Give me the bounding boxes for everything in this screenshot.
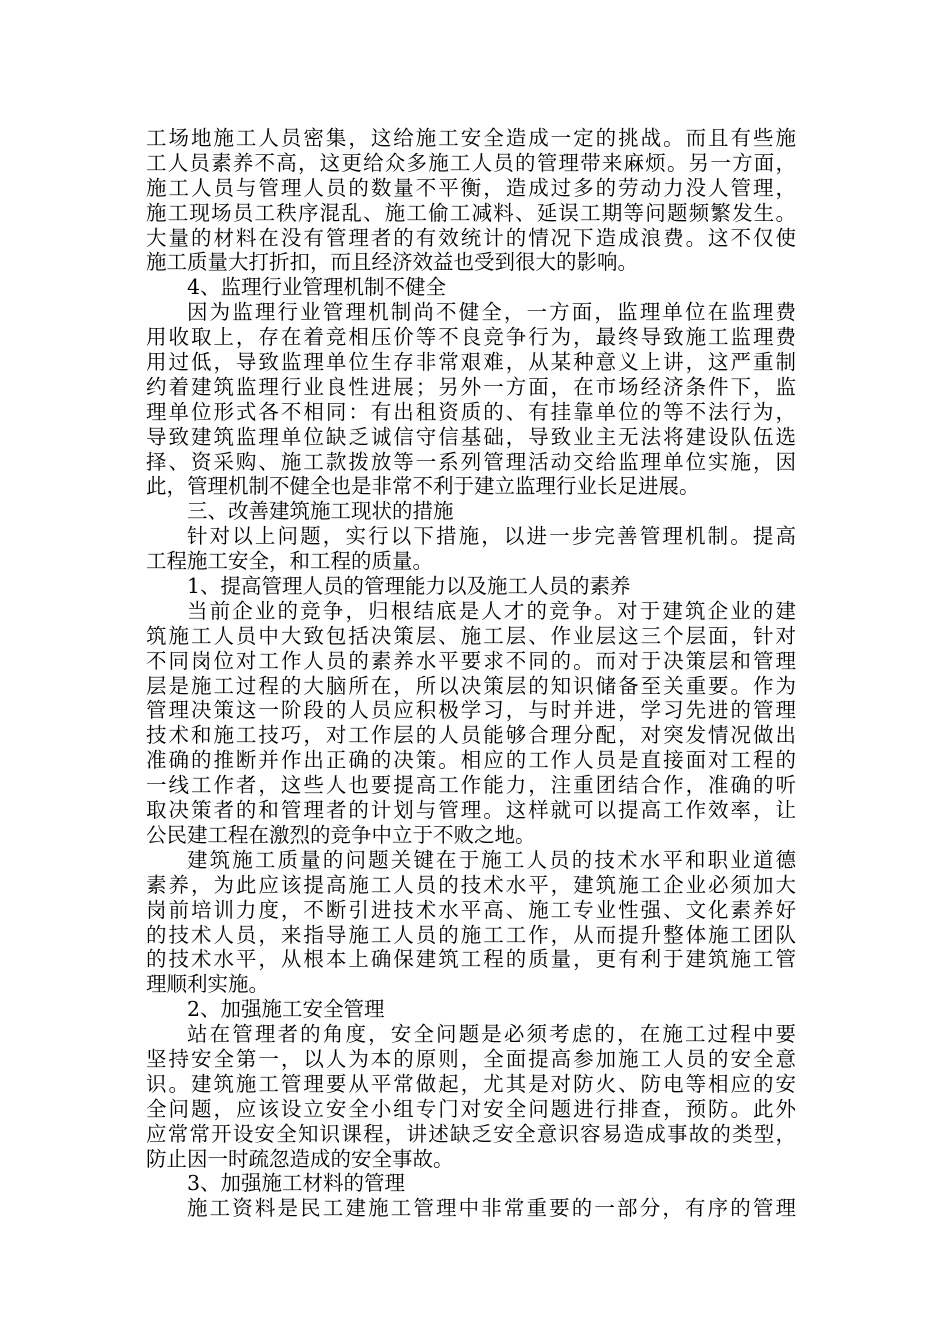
paragraph-line: 工人员素养不高，这更给众多施工人员的管理带来麻烦。另一方面， (146, 150, 796, 175)
paragraph-line: 用过低，导致监理单位生存非常艰难，从某种意义上讲，这严重制 (146, 350, 796, 375)
paragraph-last-line: 理顺利实施。 (146, 972, 269, 997)
paragraph-last-line: 公民建工程在激烈的竞争中立于不败之地。 (146, 822, 536, 847)
paragraph-first-line: 建筑施工质量的问题关键在于施工人员的技术水平和职业道德 (187, 847, 796, 872)
paragraph-last-line: 此，管理机制不健全也是非常不利于建立监理行业长足进展。 (146, 474, 700, 499)
paragraph-line: 大量的材料在没有管理者的有效统计的情况下造成浪费。这不仅使 (146, 225, 796, 250)
paragraph-first-line: 站在管理者的角度，安全问题是必须考虑的，在施工过程中要 (187, 1022, 796, 1047)
paragraph-line: 岗前培训力度，不断引进技术水平高、施工专业性强、文化素养好 (146, 897, 796, 922)
document-page (146, 126, 796, 1221)
paragraph-last-line: 防止因一时疏忽造成的安全事故。 (146, 1146, 454, 1171)
paragraph-line: 不同岗位对工作人员的素养水平要求不同的。而对于决策层和管理 (146, 648, 796, 673)
paragraph-line: 用收取上，存在着竞相压价等不良竞争行为，最终导致施工监理费 (146, 325, 796, 350)
section-heading: 2、加强施工安全管理 (187, 997, 385, 1022)
section-heading: 4、监理行业管理机制不健全 (187, 275, 447, 300)
paragraph-line: 工场地施工人员密集，这给施工安全造成一定的挑战。而且有些施 (146, 126, 796, 150)
paragraph-line: 技术和施工技巧，对工作层的人员能够合理分配，对突发情况做出 (146, 723, 796, 748)
paragraph-line: 应常常开设安全知识课程，讲述缺乏安全意识容易造成事故的类型， (146, 1121, 796, 1146)
paragraph-first-line: 当前企业的竞争，归根结底是人才的竞争。对于建筑企业的建 (187, 598, 796, 623)
paragraph-line: 的技术人员，来指导施工人员的施工工作，从而提升整体施工团队 (146, 922, 796, 947)
paragraph-line: 一线工作者，这些人也要提高工作能力，注重团结合作，准确的听 (146, 773, 796, 798)
section-heading: 1、提高管理人员的管理能力以及施工人员的素养 (187, 574, 631, 599)
paragraph-line: 的技术水平，从根本上确保建筑工程的质量，更有利于建筑施工管 (146, 947, 796, 972)
paragraph-line: 施工人员与管理人员的数量不平衡，造成过多的劳动力没人管理， (146, 175, 796, 200)
paragraph-line: 择、资采购、施工款拨放等一系列管理活动交给监理单位实施，因 (146, 449, 796, 474)
section-heading: 三、改善建筑施工现状的措施 (187, 499, 454, 524)
paragraph-line: 取决策者的和管理者的计划与管理。这样就可以提高工作效率，让 (146, 798, 796, 823)
paragraph-first-line: 施工资料是民工建施工管理中非常重要的一部分，有序的管理 (187, 1196, 796, 1221)
paragraph-line: 理单位形式各不相同：有出租资质的、有挂靠单位的等不法行为， (146, 399, 796, 424)
paragraph-line: 施工现场员工秩序混乱、施工偷工减料、延误工期等问题频繁发生。 (146, 200, 796, 225)
paragraph-first-line: 针对以上问题，实行以下措施，以进一步完善管理机制。提高 (187, 524, 796, 549)
paragraph-line: 导致建筑监理单位缺乏诚信守信基础，导致业主无法将建设队伍选 (146, 424, 796, 449)
paragraph-first-line: 因为监理行业管理机制尚不健全，一方面，监理单位在监理费 (187, 300, 796, 325)
section-heading: 3、加强施工材料的管理 (187, 1171, 406, 1196)
paragraph-line: 素养，为此应该提高施工人员的技术水平，建筑施工企业必须加大 (146, 872, 796, 897)
paragraph-last-line: 施工质量大打折扣，而且经济效益也受到很大的影响。 (146, 250, 638, 275)
paragraph-last-line: 工程施工安全，和工程的质量。 (146, 549, 433, 574)
paragraph-line: 约着建筑监理行业良性进展；另外一方面，在市场经济条件下，监 (146, 374, 796, 399)
paragraph-line: 全问题，应该设立安全小组专门对安全问题进行排查，预防。此外 (146, 1096, 796, 1121)
paragraph-line: 准确的推断并作出正确的决策。相应的工作人员是直接面对工程的 (146, 748, 796, 773)
paragraph-line: 筑施工人员中大致包括决策层、施工层、作业层这三个层面，针对 (146, 623, 796, 648)
paragraph-line: 识。建筑施工管理要从平常做起，尤其是对防火、防电等相应的安 (146, 1071, 796, 1096)
paragraph-line: 坚持安全第一，以人为本的原则，全面提高参加施工人员的安全意 (146, 1046, 796, 1071)
paragraph-line: 管理决策这一阶段的人员应积极学习，与时并进，学习先进的管理 (146, 698, 796, 723)
paragraph-line: 层是施工过程的大脑所在，所以决策层的知识储备至关重要。作为 (146, 673, 796, 698)
